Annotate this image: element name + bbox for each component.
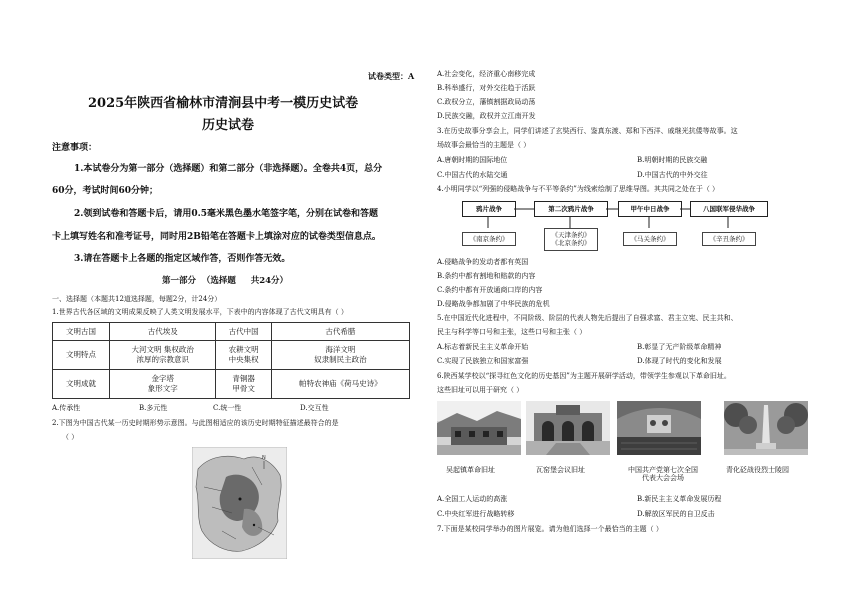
- photo-seventh-congress-hall: [617, 401, 701, 455]
- q6-option-a: A.全国工人运动的高涨: [437, 495, 508, 503]
- note-item-1-cont: 60分，考试时间60分钟；: [52, 186, 159, 196]
- q2-option-b: B.科举盛行，对外交往趋于活跃: [437, 84, 536, 92]
- q6-stem: 6.陕西某学校以“探寻红色文化的历史基因”为主题开展研学活动，带领学生参观以下革命旧址。: [437, 372, 731, 380]
- q3-option-b: B.明朝时期的民族交融: [637, 156, 708, 164]
- q5-stem: 5.在中国近代化进程中，不同阶级、阶层的代表人物先后提出了自强求富、君主立宪、民主共和、: [437, 314, 738, 322]
- war-sino-japanese-war: 甲午中日战争: [618, 201, 682, 217]
- table-cell: 金字塔 象形文字: [110, 370, 216, 399]
- table-row: [53, 341, 410, 370]
- q6-option-d: D.解放区军民的自卫反击: [637, 510, 715, 518]
- caption-wayaobao: 瓦窑堡会议旧址: [536, 466, 585, 474]
- caption-seventh-congress: 中国共产党第七次全国 代表大会会场: [628, 466, 698, 483]
- photo-qinghuabian-martyrs-cemetery: [724, 401, 808, 455]
- table-cell: 帕特农神庙《荷马史诗》: [271, 370, 409, 399]
- table-cell: 大河文明 集权政治 浓厚的宗教意识: [110, 341, 216, 370]
- q1-option-a: A.传承性: [52, 404, 81, 412]
- q5-option-c: C.实现了民族独立和国家富强: [437, 357, 529, 365]
- exam-subtitle: 历史试卷: [202, 118, 255, 133]
- q1-civilization-table: [52, 322, 410, 399]
- q3-option-c: C.中国古代的水陆交通: [437, 171, 508, 179]
- war-eight-nation-alliance: 八国联军侵华战争: [690, 201, 768, 217]
- exam-type: 试卷类型：A: [368, 71, 415, 81]
- treaty-nanjing: 《南京条约》: [462, 232, 516, 246]
- treaty-boxer-protocol: 《辛丑条约》: [702, 232, 756, 246]
- q3-stem: 3.在历史故事分享会上，同学们讲述了玄奘西行、鉴真东渡、郑和下西洋、戚继光抗倭等故事。这: [437, 127, 738, 135]
- section-heading: 一、选择题（本题共12道选择题，每题2分，计24分）: [52, 295, 222, 303]
- q6-stem-cont: 这些旧址可以用于研究（ ）: [437, 386, 524, 394]
- q2-option-c: C.政权分立，藩镇割据政局动荡: [437, 98, 536, 106]
- q4-option-a: A.侵略战争的发动者都有英国: [437, 258, 529, 266]
- note-item-2-cont: 卡上填写姓名和准考证号，同时用2B铅笔在答题卡上填涂对应的试卷类型信息点。: [52, 232, 381, 242]
- table-header-cell: 文明古国: [53, 323, 110, 341]
- table-header-cell: 古代埃及: [110, 323, 216, 341]
- war-opium-war: 鸦片战争: [462, 201, 516, 217]
- q1-option-b: B.多元性: [139, 404, 168, 412]
- table-header-cell: 古代希腊: [271, 323, 409, 341]
- table-row-label: 文明成就: [53, 370, 110, 399]
- q5-stem-cont: 民主与科学等口号和主张，这些口号和主张（ ）: [437, 328, 587, 336]
- q2-option-d: D.民族交融，政权并立江南开发: [437, 112, 536, 120]
- q3-stem-cont: 场故事会最恰当的主题是（ ）: [437, 141, 531, 149]
- q4-option-c: C.条约中都有开放通商口岸的内容: [437, 286, 543, 294]
- treaty-shimonoseki: 《马关条约》: [623, 232, 677, 246]
- table-header-row: [53, 323, 410, 341]
- svg-text:N: N: [262, 455, 266, 461]
- q5-option-a: A.标志着新民主主义革命开始: [437, 343, 529, 351]
- q1-option-c: C.统一性: [213, 404, 242, 412]
- notes-heading: 注意事项：: [52, 143, 98, 153]
- table-row-label: 文明特点: [53, 341, 110, 370]
- q2-stem-blank: （ ）: [62, 433, 79, 441]
- table-row: [53, 370, 410, 399]
- q1-stem: 1.世界古代各区域的文明成果反映了人类文明发展水平，下表中的内容体现了古代文明具有（ ）: [52, 308, 348, 316]
- q7-stem: 7.下面是某校同学举办的图片展览。请为他们选择一个最恰当的主题（ ）: [437, 525, 663, 533]
- war-second-opium-war: 第二次鸦片战争: [534, 201, 608, 217]
- q4-option-d: D.侵略战争都加剧了中华民族的危机: [437, 300, 550, 308]
- treaty-tianjin-beijing: 《天津条约》 《北京条约》: [544, 228, 598, 251]
- table-header-cell: 古代中国: [216, 323, 271, 341]
- q6-option-b: B.新民主主义革命发展历程: [637, 495, 722, 503]
- photo-wuqi-town-site: [437, 401, 521, 455]
- q5-option-d: D.体现了时代的变化和发展: [637, 357, 722, 365]
- q5-option-b: B.彰显了无产阶级革命精神: [637, 343, 722, 351]
- q4-stem: 4.小明同学以“列强的侵略战争与不平等条约”为线索绘制了思维导图。其共同之处在于（ ）: [437, 185, 720, 193]
- q3-option-d: D.中国古代的中外交往: [637, 171, 708, 179]
- table-cell: 农耕文明 中央集权: [216, 341, 271, 370]
- note-item-2: 2.领到试卷和答题卡后，请用0.5毫米黑色墨水笔签字笔，分别在试卷和答题: [74, 209, 379, 219]
- q6-option-c: C.中央红军进行战略转移: [437, 510, 515, 518]
- part1-heading: 第一部分 （选择题 共24分）: [162, 276, 289, 286]
- table-cell: 海洋文明 奴隶制民主政治: [271, 341, 409, 370]
- q4-option-b: B.条约中都有割地和赔款的内容: [437, 272, 536, 280]
- q3-option-a: A.唐朝时期的国际地位: [437, 156, 508, 164]
- note-item-3: 3.请在答题卡上各题的指定区域作答，否则作答无效。: [74, 254, 291, 264]
- photo-wayaobao-meeting-site: [526, 401, 610, 455]
- q2-option-a: A.社会变化，经济重心南移完成: [437, 70, 536, 78]
- exam-title: 2025年陕西省榆林市清涧县中考一模历史试卷: [88, 96, 359, 111]
- caption-qinghuabian: 青化砭战役烈士陵园: [726, 466, 789, 474]
- q2-stem: 2.下图为中国古代某一历史时期形势示意图。与此图相适应的该历史时期特征描述最符合的是: [52, 419, 339, 427]
- table-cell: 青铜器 甲骨文: [216, 370, 271, 399]
- caption-wuqi: 吴起镇革命旧址: [446, 466, 495, 474]
- note-item-1: 1.本试卷分为第一部分（选择题）和第二部分（非选择题）。全卷共4页，总分: [74, 164, 383, 174]
- q2-historical-map: [192, 447, 287, 559]
- q1-option-d: D.交互性: [300, 404, 329, 412]
